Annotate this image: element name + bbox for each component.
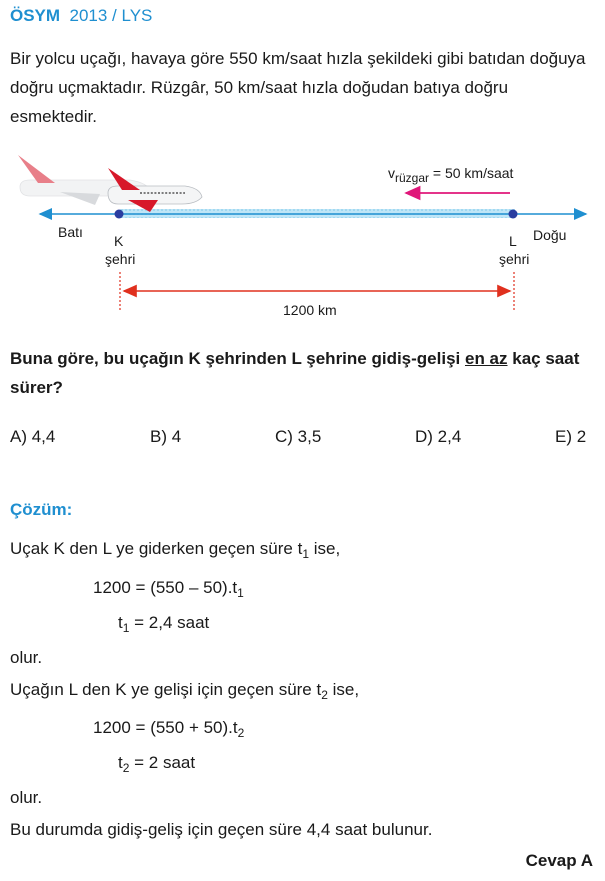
city-k-point: [115, 210, 124, 219]
option-d: D) 2,4: [415, 427, 462, 446]
result-1: [118, 613, 209, 633]
option-b: B) 4: [150, 427, 182, 446]
l1-pre: Uçak K den L ye giderken geçen süre t: [10, 539, 303, 558]
wind-v: v: [388, 165, 395, 181]
olur-1: olur.: [10, 648, 43, 667]
option-a: A) 4,4: [10, 427, 56, 446]
equation-2: [93, 718, 244, 738]
l1-post: ise,: [309, 539, 341, 558]
result-2: [118, 753, 195, 773]
city-l-word: şehri: [499, 251, 530, 267]
ask-underlined: en az: [464, 349, 508, 368]
eq1-pre: 1200 = (550 – 50).t: [93, 578, 238, 597]
city-l-point: [509, 210, 518, 219]
exam-header: [10, 6, 152, 26]
eq1-sub: 1: [237, 586, 244, 600]
city-k-label: K: [114, 233, 124, 249]
res2-sub: 2: [122, 761, 130, 775]
res2-pre: t: [118, 753, 123, 772]
solution-line-2: [10, 680, 359, 700]
east-label: Doğu: [533, 227, 567, 243]
eq2-sub: 2: [237, 726, 245, 740]
res1-post: = 2,4 saat: [129, 613, 210, 632]
distance-label: 1200 km: [283, 302, 337, 318]
res1-pre: t: [118, 613, 123, 632]
question-text: Bir yolcu uçağı, havaya göre 550 km/saat hızla şekildeki gibi batıdan doğuya doğru uçmaktadır. Rüzgâr, 50 km/saat hızla doğudan batıya doğru esmektedir.: [10, 49, 586, 126]
question-prompt: [10, 344, 595, 402]
solution-title: Çözüm:: [10, 500, 73, 519]
wind-sub: rüzgar: [395, 171, 430, 185]
l2-sub: 2: [321, 688, 328, 702]
eq2-pre: 1200 = (550 + 50).t: [93, 718, 238, 737]
res1-sub: 1: [122, 621, 130, 635]
wind-value: = 50 km/saat: [432, 165, 514, 181]
ask-post: kaç saat sürer?: [10, 349, 580, 397]
l2-pre: Uçağın L den K ye gelişi için geçen süre t: [10, 680, 322, 699]
exam-year: 2013 / LYS: [69, 6, 153, 25]
option-e: E) 2: [555, 427, 587, 446]
l1-sub: 1: [302, 547, 310, 561]
west-label: Batı: [58, 224, 83, 240]
exam-brand: ÖSYM: [10, 6, 61, 25]
wind-label: [388, 165, 514, 185]
conclusion: Bu durumda gidiş-geliş için geçen süre 4,4 saat bulunur.: [10, 820, 433, 839]
option-c: C) 3,5: [275, 427, 322, 446]
city-k-word: şehri: [105, 251, 136, 267]
l2-post: ise,: [327, 680, 360, 699]
ask-pre: Buna göre, bu uçağın K şehrinden L şehrine gidiş-gelişi: [10, 349, 465, 368]
res2-post: = 2 saat: [129, 753, 196, 772]
equation-1: [93, 578, 244, 598]
solution-line-1: [10, 539, 340, 559]
answer-label: Cevap A: [525, 851, 593, 870]
city-l-label: L: [509, 233, 517, 249]
olur-2: olur.: [10, 788, 43, 807]
